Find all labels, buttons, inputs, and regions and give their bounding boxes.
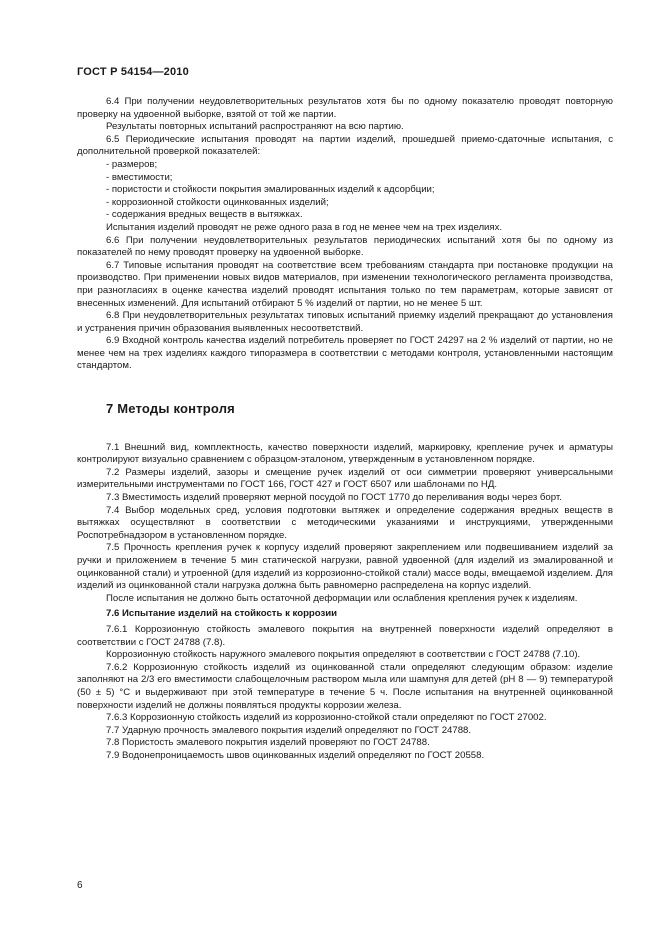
paragraph-7-7: 7.7 Ударную прочность эмалевого покрытия изделий определяют по ГОСТ 24788. [106,724,472,736]
subsection-heading-7-6: 7.6 Испытание изделий на стойкость к коррозии [106,608,338,620]
paragraph-6-7: 6.7 Типовые испытания проводят на соответствие всем требованиям стандарта при постановке продукции на производство. При применении новых видов материалов, при изменении технологического регламента производства, при разногласиях в оценке качества изделий проводят испытания только по тем параметрам, которые зависят от внесенных изменений. Для испытаний отбирают 5 % изделий от партии, но не менее 5 шт. [77,259,613,309]
paragraph-6-5-note: Испытания изделий проводят не реже одного раза в год не менее чем на трех изделиях. [106,221,503,233]
paragraph-7-1: 7.1 Внешний вид, комплектность, качество поверхности изделий, маркировку, крепление ручек и арматуры контролируют визуально сравнением с образцом-эталоном, утвержденным в установленном порядке. [77,441,613,466]
paragraph-7-6-3: 7.6.3 Коррозионную стойкость изделий из коррозионно-стойкой стали определяют по ГОСТ 27002. [106,712,547,724]
paragraph-7-9: 7.9 Водонепроницаемость швов оцинкованных изделий определяют по ГОСТ 20558. [106,749,485,761]
paragraph-7-4: 7.4 Выбор модельных сред, условия подготовки вытяжек и определение содержания вредных веществ в вытяжках осуществляют в соответствии с методическими указаниями и инструкциями, утвержденными Роспотребнадзором в установленном порядке. [77,504,613,541]
paragraph-6-4: 6.4 При получении неудовлетворительных результатов хотя бы по одному показателю проводят повторную проверку на удвоенной выборке, взятой от той же партии. [77,96,613,120]
paragraph-7-6-1: 7.6.1 Коррозионную стойкость эмалевого покрытия на внутренней поверхности изделий определяют в соответствии с ГОСТ 24788 (7.8). [77,623,613,648]
paragraph-7-2: 7.2 Размеры изделий, зазоры и смещение ручек изделий от оси симметрии проверяют универсальными измерительными инструментами по ГОСТ 166, ГОСТ 427 и ГОСТ 6507 или шаблонами по НД. [77,466,613,491]
paragraph-6-5: 6.5 Периодические испытания проводят на партии изделий, прошедшей приемо-сдаточные испытания, с дополнительной проверкой показателей: [77,133,613,158]
paragraph-7-3: 7.3 Вместимость изделий проверяют мерной посудой по ГОСТ 1770 до переливания воды через борт. [106,492,562,504]
paragraph-6-4-note: Результаты повторных испытаний распространяют на всю партию. [106,121,404,133]
paragraph-6-8: 6.8 При неудовлетворительных результатах типовых испытаний приемку изделий прекращают до установления и устранения причин образования выявленных несоответствий. [77,310,613,334]
document-header: ГОСТ Р 54154—2010 [77,66,189,78]
paragraph-7-5-note: После испытания не должно быть остаточной деформации или ослабления крепления ручек к изделиям. [106,592,578,604]
list-item: - размеров; [106,158,158,170]
document-body [77,96,613,763]
paragraph-7-8: 7.8 Пористость эмалевого покрытия изделий проверяют по ГОСТ 24788. [106,737,430,749]
paragraph-7-6-1-note: Коррозионную стойкость наружного эмалевого покрытия определяют в соответствии с ГОСТ 24788 (7.10). [106,649,581,661]
list-item: - вместимости; [106,171,173,183]
list-item: - содержания вредных веществ в вытяжках. [106,209,303,221]
list-item: - коррозионной стойкости оцинкованных изделий; [106,196,329,208]
paragraph-6-9: 6.9 Входной контроль качества изделий потребитель проверяет по ГОСТ 24297 на 2 % изделий от партии, но не менее чем на трех изделиях каждого типоразмера в соответствии с методами контроля, установленными настоящим стандартом. [77,335,613,372]
paragraph-7-5: 7.5 Прочность крепления ручек к корпусу изделий проверяют закреплением или подвешиванием изделий за ручки и приложением в течение 5 мин статической нагрузки, равной удвоенной (для изделий из эмалированной и оцинкованной стали) и утроенной (для изделий из коррозионно-стойкой стали) массе воды, вмещаемой изделием. Для изделий из оцинкованной стали нагрузка должна быть равномерно распределена на корпус изделий. [77,542,613,592]
paragraph-6-6: 6.6 При получении неудовлетворительных результатов периодических испытаний хотя бы по одному из показателей по нему проводят проверку на удвоенной выборке. [77,234,613,259]
paragraph-7-6-2: 7.6.2 Коррозионную стойкость изделий из оцинкованной стали определяют следующим образом: изделие заполняют на 2/3 его вместимости слабощелочным раствором мыла или шампуня для детей (рН 8 — 9) температурой (50 ± 5) °С и выдерживают при этой температуре в течение 5 ч. После испытания на внутренней оцинкованной поверхности изделий не должны появляться продукты коррозии железа. [77,661,613,711]
list-item: - пористости и стойкости покрытия эмалированных изделий к адсорбции; [106,184,435,196]
page-number: 6 [77,880,83,891]
section-heading: 7 Методы контроля [106,401,235,417]
